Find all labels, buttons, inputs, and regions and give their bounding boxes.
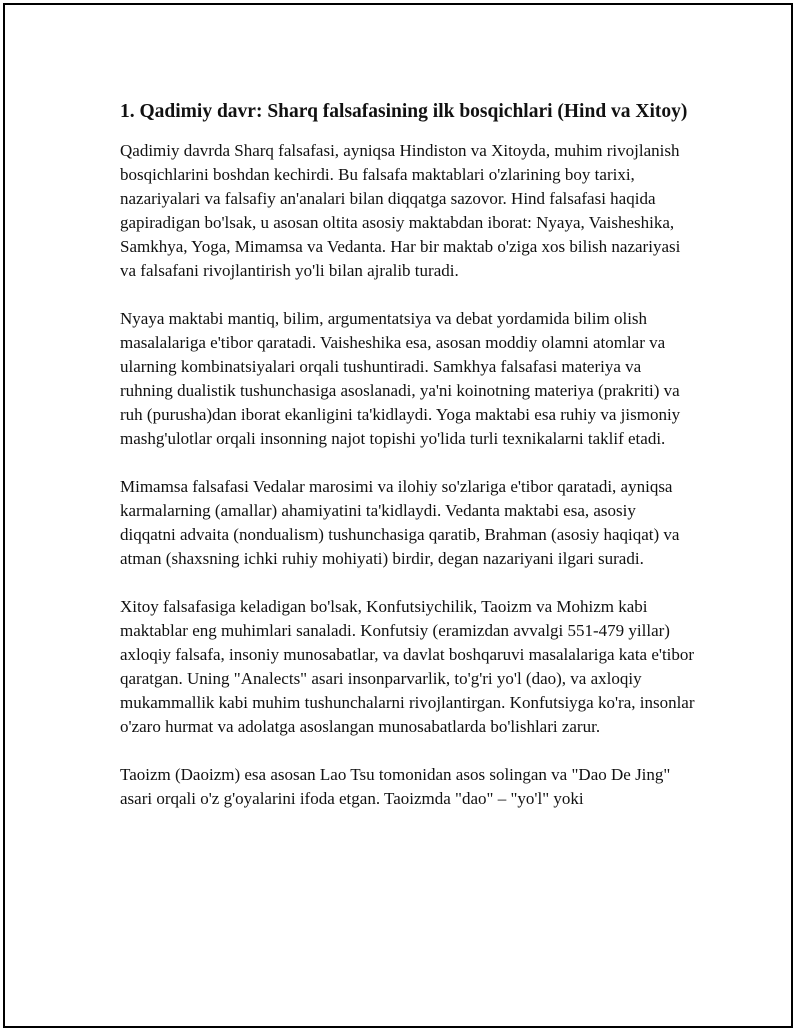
paragraph-mimamsa-vedanta: Mimamsa falsafasi Vedalar marosimi va ilohiy so'zlariga e'tibor qaratadi, ayniqsa karmalarning (amallar) ahamiyatini ta'kidlaydi. Vedanta maktabi esa, asosiy diqqatni advaita (nondualism) tushunchasiga qaratib, Brahman (asosiy haqiqat) va atman (shaxsning ichki ruhiy mohiyati) birdir, degan nazariyani ilgari suradi. bbox=[120, 477, 680, 568]
page-frame bbox=[3, 3, 793, 1028]
section-heading: 1. Qadimiy davr: Sharq falsafasining ilk bosqichlari (Hind va Xitoy) bbox=[120, 101, 688, 122]
paragraph-chinese-philosophy: Xitoy falsafasiga keladigan bo'lsak, Konfutsiychilik, Taoizm va Mohizm kabi maktablar eng muhimlari sanaladi. Konfutsiy (eramizdan avvalgi 551-479 yillar) axloqiy falsafa, insoniy munosabatlar, va davlat boshqaruvi masalalariga kata e'tibor qaratgan. Uning "Analects" asari insonparvarlik, to'g'ri yo'l (dao), va axloqiy mukammallik kabi muhim tushunchalarni rivojlantirgan. Konfutsiyga ko'ra, insonlar o'zaro hurmat va adolatga asoslangan munosabatlarda bo'lishlari zarur. bbox=[120, 597, 695, 736]
paragraph-intro: Qadimiy davrda Sharq falsafasi, ayniqsa Hindiston va Xitoyda, muhim rivojlanish bosqichlarini boshdan kechirdi. Bu falsafa maktablari o'zlarining boy tarixi, nazariyalari va falsafiy an'analari bilan diqqatga sazovor. Hind falsafasi haqida gapiradigan bo'lsak, u asosan oltita asosiy maktabdan iborat: Nyaya, Vaisheshika, Samkhya, Yoga, Mimamsa va Vedanta. Har bir maktab o'ziga xos bilish nazariyasi va falsafani rivojlantirish yo'li bilan ajralib turadi. bbox=[120, 141, 681, 280]
paragraph-taoism: Taoizm (Daoizm) esa asosan Lao Tsu tomonidan asos solingan va "Dao De Jing" asari orqali o'z g'oyalarini ifoda etgan. Taoizmda "dao" – "yo'l" yoki bbox=[120, 765, 671, 808]
paragraph-indian-schools: Nyaya maktabi mantiq, bilim, argumentatsiya va debat yordamida bilim olish masalalariga e'tibor qaratadi. Vaisheshika esa, asosan moddiy olamni atomlar va ularning kombinatsiyalari orqali tushuntiradi. Samkhya falsafasi materiya va ruhning dualistik tushunchasiga asoslanadi, ya'ni koinotning materiya (prakriti) va ruh (purusha)dan iborat ekanligini ta'kidlaydi. Yoga maktabi esa ruhiy va jismoniy mashg'ulotlar orqali insonning najot topishi yo'lida turli texnikalarni taklif etadi. bbox=[120, 309, 681, 448]
document-body bbox=[120, 98, 695, 835]
